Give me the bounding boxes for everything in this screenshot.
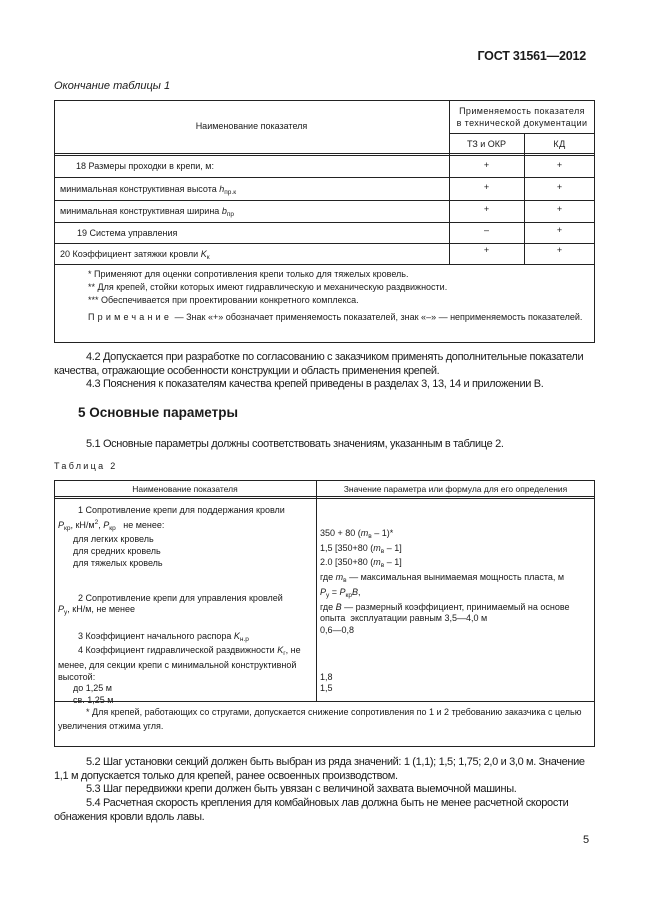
table1-header-name: Наименование показателя [195, 121, 308, 131]
symbol: B [335, 601, 342, 612]
value-heavy [320, 557, 590, 572]
table1-caption: Окончание таблицы 1 [54, 80, 171, 92]
param-1-heavy: для тяжелых кровель [73, 557, 163, 568]
symbol-sub: в [380, 547, 385, 555]
table1-row-tz: + [483, 182, 490, 192]
table1-row-tz: + [483, 204, 490, 214]
row-text: минимальная конструктивная высота [60, 184, 220, 194]
symbol: P [103, 519, 110, 530]
footnote: ** Для крепей, стойки которых имеют гидравлическую и механическую раздвижности. [88, 282, 448, 292]
paragraph-5-4: 5.4 Расчетная скорость крепления для комбайновых лав должна быть не менее расчетной скорости обнажения кровли вдоль лавы. [54, 797, 569, 823]
table1-row-kd: + [556, 225, 563, 235]
symbol-sub: в [368, 533, 372, 540]
value-k-np: 0,6—0,8 [320, 624, 355, 635]
paragraph-4-3: 4.3 Пояснения к показателям качества крепей приведены в разделах 3, 13, 14 и приложении В. [86, 378, 544, 390]
table2-header-line-b [54, 498, 595, 499]
document-designation: ГОСТ 31561—2012 [477, 49, 586, 63]
table1-row-name [60, 248, 210, 264]
symbol: m [373, 557, 381, 568]
symbol: b [221, 206, 227, 216]
text: = [329, 586, 340, 597]
table1-row-line [54, 264, 595, 265]
value-light [320, 528, 590, 543]
table1-footnotes [88, 268, 588, 307]
table1-row-kd: + [556, 160, 563, 170]
text: где [320, 601, 336, 612]
symbol: K [277, 645, 284, 656]
symbol-sub: кр [64, 524, 71, 532]
table1-row-kd: + [556, 182, 563, 192]
symbol: h [219, 184, 225, 194]
table1-row-kd: + [556, 245, 563, 255]
spacer [58, 570, 314, 593]
paragraph-4-2: 4.2 Допускается при разработке по согласованию с заказчиком применять дополнительные показатели качества, отражающие особенности конструкции и область применения крепей. [54, 351, 584, 377]
text: – 1] [384, 557, 402, 568]
table1-row-line [54, 200, 595, 201]
symbol-sub: г [283, 650, 286, 658]
table1-header-group-line2: в технической документации [456, 118, 588, 128]
table1-row-tz: + [483, 160, 490, 170]
table2-header-line-a [54, 496, 595, 497]
note-text: — Знак «+» обозначает применяемость показателей, знак «–» — неприменяемость показателей. [172, 312, 583, 322]
symbol-sub: пр [226, 211, 234, 218]
text: где [320, 572, 336, 583]
symbol-sub: пр.к [224, 189, 237, 196]
paragraph-5-1: 5.1 Основные параметры должны соответствовать значениям, указанным в таблице 2. [86, 438, 504, 450]
value-k-over: 1,5 [320, 683, 333, 694]
text: 1,5 [350+80 ( [320, 542, 374, 553]
table2-col-divider [316, 480, 317, 701]
param-2-units [58, 604, 314, 619]
symbol-sub: в [343, 577, 347, 585]
paragraph-5-2: 5.2 Шаг установки секций должен быть выбран из ряда значений: 1 (1,1); 1,5; 1,75; 2,0 и 3,0 м. Значение 1,1 м допускается только для крепей, ранее освоенных производством. [54, 756, 585, 782]
text: 2.0 [350+80 ( [320, 557, 374, 568]
text: 350 + 80 ( [320, 528, 361, 538]
text: , [358, 586, 361, 597]
param-4 [58, 645, 314, 683]
table1-header-group [449, 105, 595, 129]
symbol: m [335, 572, 344, 583]
table1-row-name [60, 183, 236, 199]
text: — размерный коэффициент, принимаемый на основе опыта эксплуатации равным 3,5—4,0 м [320, 601, 573, 624]
text: – 1)* [371, 528, 394, 538]
param-1-title: 1 Сопротивление крепи для поддержания кровли [78, 505, 285, 515]
symbol-sub: кр [345, 591, 353, 599]
param-4-up-to: до 1,25 м [73, 683, 112, 694]
table2-header-name: Наименование показателя [132, 484, 238, 494]
param-3 [58, 631, 314, 646]
paragraph-5-3: 5.3 Шаг передвижки крепи должен быть увязан с величиной захвата выемочной машины. [86, 783, 517, 795]
where-b [320, 602, 590, 625]
param-1-medium: для средних кровель [73, 546, 161, 557]
page-number: 5 [583, 834, 590, 846]
py-formula [320, 587, 590, 602]
table1-row-name [60, 205, 234, 221]
symbol-sub: у [64, 609, 68, 617]
text: 3 Коэффициент начального распора [78, 630, 234, 641]
table1-row-name: 19 Система управления [77, 228, 178, 238]
symbol: K [233, 630, 240, 641]
footnote: * Применяют для оценки сопротивления крепи только для тяжелых кровель. [88, 269, 409, 279]
param-1-units [58, 517, 314, 535]
symbol: m [373, 542, 381, 553]
symbol: B [352, 586, 359, 597]
table2-left-column [58, 505, 314, 707]
symbol: P [320, 586, 327, 597]
text: — максимальная вынимаемая мощность пласта, м [346, 572, 565, 583]
table1-row-kd: + [556, 204, 563, 214]
table1-row-tz: – [483, 225, 489, 235]
table2-footnote: * Для крепей, работающих со стругами, допускается снижение сопротивления по 1 и 2 требованию заказчика с целью увеличения отжима угля. [58, 707, 582, 731]
param-2-title: 2 Сопротивление крепи для управления кровлей [78, 592, 283, 603]
symbol-sub: в [380, 562, 385, 570]
table2-header-value: Значение параметра или формула для его определения [343, 484, 568, 494]
symbol: P [58, 604, 65, 615]
text: не менее: [115, 519, 165, 530]
text: , [98, 519, 104, 530]
symbol-sub: н.р [239, 635, 249, 643]
text: , не менее, для секции крепи с минимальной конструктивной высотой: [58, 645, 301, 682]
symbol: K [200, 249, 207, 259]
note-label: Примечание [88, 312, 173, 322]
table1-header-tz: ТЗ и ОКР [466, 139, 507, 149]
table1-row-line [54, 222, 595, 223]
value-k-up-to: 1,8 [320, 671, 333, 682]
table2-caption: Таблица 2 [54, 461, 118, 471]
symbol-sub: кр [109, 524, 116, 532]
row-text: минимальная конструктивная ширина [60, 206, 222, 216]
text: , кН/м [70, 519, 95, 530]
table1-subheader-line [449, 133, 595, 134]
symbol: P [58, 519, 65, 530]
table1-note [60, 311, 590, 324]
table1-header-group-line1: Применяемость показателя [459, 106, 585, 116]
footnote: *** Обеспечивается при проектировании конкретного комплекса. [88, 295, 359, 305]
section-5-heading: 5 Основные параметры [78, 405, 239, 420]
table1-header-line-a [54, 153, 595, 154]
table1-row-name: 18 Размеры проходки в крепи, м: [76, 161, 214, 171]
symbol: P [339, 586, 346, 597]
table1-header-line-b [54, 155, 595, 156]
text: – 1] [384, 542, 402, 553]
where-m [320, 572, 590, 587]
symbol-sub: к [206, 254, 210, 261]
text: , кН/м, не менее [67, 604, 136, 615]
text: 4 Коэффициент гидравлической раздвижности [78, 645, 278, 656]
superscript: 2 [94, 518, 99, 526]
param-1-light: для легких кровель [73, 534, 154, 545]
symbol-sub: у [326, 591, 330, 599]
row-text: 20 Коэффициент затяжки кровли [60, 249, 201, 259]
spacer [320, 637, 590, 672]
table1-header-kd: КД [553, 139, 566, 149]
table2-right-column [320, 528, 590, 695]
symbol: m [360, 528, 369, 538]
table1-row-tz: + [483, 245, 490, 255]
table1-row-line [54, 177, 595, 178]
spacer [58, 619, 314, 631]
param-4-over: св. 1,25 м [73, 695, 114, 706]
value-medium [320, 543, 590, 558]
